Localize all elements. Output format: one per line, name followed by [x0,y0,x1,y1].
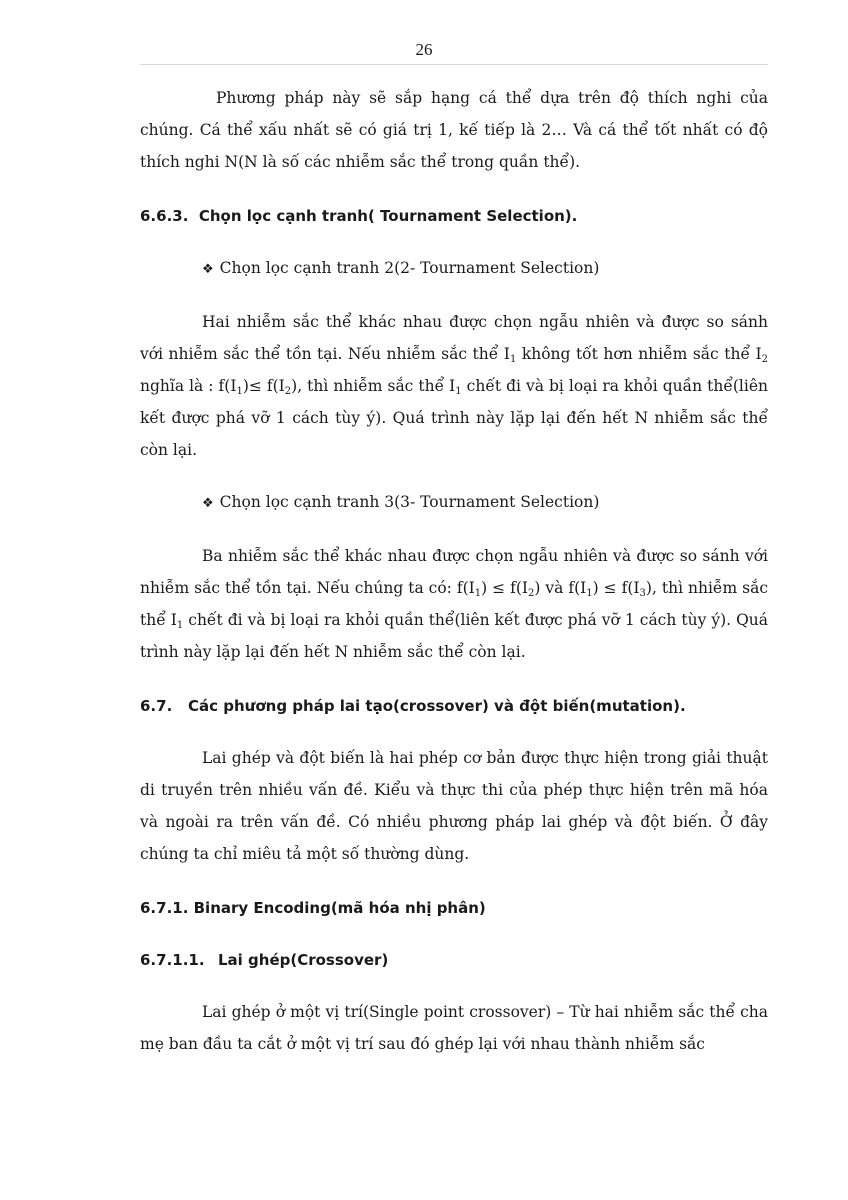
header-divider [140,64,768,65]
text-run: ), thì nhiễm sắc thể I [291,377,456,395]
subscript: 1 [586,588,593,599]
subscript: 2 [761,354,768,365]
subscript: 1 [455,386,462,397]
page-number: 26 [415,40,433,59]
text-run: nghĩa là : f(I [140,377,237,395]
subscript: 2 [528,588,535,599]
heading-title: Các phương pháp lai tạo(crossover) và đột biến(mutation). [188,697,686,715]
bullet-item-2-tournament [140,252,768,286]
heading-title: Lai ghép(Crossover) [218,951,389,969]
subscript: 1 [474,588,482,599]
heading-6-7-1: 6.7.1. Binary Encoding(mã hóa nhị phân) [140,899,486,917]
text-run: chết đi và bị loại ra khỏi quần thể(liên kết được phá vỡ 1 cách tùy ý). Quá trình này lặp lại đến hết N nhiễm sắc thể còn lại. [140,377,768,459]
heading-6-7 [140,690,768,722]
text-run: Hai nhiễm sắc thể khác nhau được chọn ngẫu nhiên và được so sánh với nhiễm sắc thể tồn tại. Nếu nhiễm sắc thể I [140,313,768,363]
text-run: chết đi và bị loại ra khỏi quần thể(liên kết được phá vỡ 1 cách tùy ý). Quá trình này lặp lại đến hết N nhiễm sắc thể còn lại. [140,611,768,661]
heading-6-6-3 [140,200,768,232]
text-run: ) và f(I [534,579,587,597]
paragraph-3-tournament [140,540,768,668]
text-run: ) ≤ f(I [592,579,640,597]
subscript: 1 [509,354,517,365]
diamond-bullet-icon: ❖ [202,262,214,277]
paragraph-ranking: Phương pháp này sẽ sắp hạng cá thể dựa trên độ thích nghi của chúng. Cá thể xấu nhất sẽ có giá trị 1, kế tiếp là 2… Và cá thể tốt nhất có độ thích nghi N(N là số các nhiễm sắc thể trong quần thể). [140,89,768,171]
text-run: ), thì nhiễm sắc thể I [140,579,768,629]
subscript: 1 [176,620,184,631]
bullet-label: Chọn lọc cạnh tranh 2(2- Tournament Selection) [219,259,600,277]
bullet-label: Chọn lọc cạnh tranh 3(3- Tournament Selection) [219,493,600,511]
diamond-bullet-icon: ❖ [202,496,214,511]
paragraph-single-point-crossover: Lai ghép ở một vị trí(Single point crossover) – Từ hai nhiễm sắc thể cha mẹ ban đầu ta cắt ở một vị trí sau đó ghép lại với nhau thành nhiễm sắc [140,1003,768,1053]
heading-number: 6.6.3. [140,207,189,225]
paragraph-2-tournament [140,306,768,466]
text-run: không tốt hơn nhiễm sắc thể I [516,345,762,363]
text-run: Ba nhiễm sắc thể khác nhau được chọn ngẫu nhiên và được so sánh với nhiễm sắc thể tồn tại. Nếu chúng ta có: f(I [140,547,768,597]
subscript: 1 [236,386,243,397]
text-run: ) ≤ f(I [481,579,529,597]
heading-6-7-1-1 [140,944,768,976]
page-body [140,82,768,1060]
paragraph-crossover-mutation: Lai ghép và đột biến là hai phép cơ bản được thực hiện trong giải thuật di truyền trên nhiều vấn đề. Kiểu và thực thi của phép thực hiện trên mã hóa và ngoài ra trên vấn đề. Có nhiều phương pháp lai ghép và đột biến. Ở đây chúng ta chỉ miêu tả một số thường dùng. [140,749,768,863]
heading-number: 6.7. [140,697,173,715]
subscript: 2 [284,386,292,397]
heading-title: Chọn lọc cạnh tranh( Tournament Selection). [198,207,578,225]
bullet-item-3-tournament [140,486,768,520]
text-run: )≤ f(I [242,377,285,395]
subscript: 3 [639,588,646,599]
heading-number: 6.7.1.1. [140,951,205,969]
